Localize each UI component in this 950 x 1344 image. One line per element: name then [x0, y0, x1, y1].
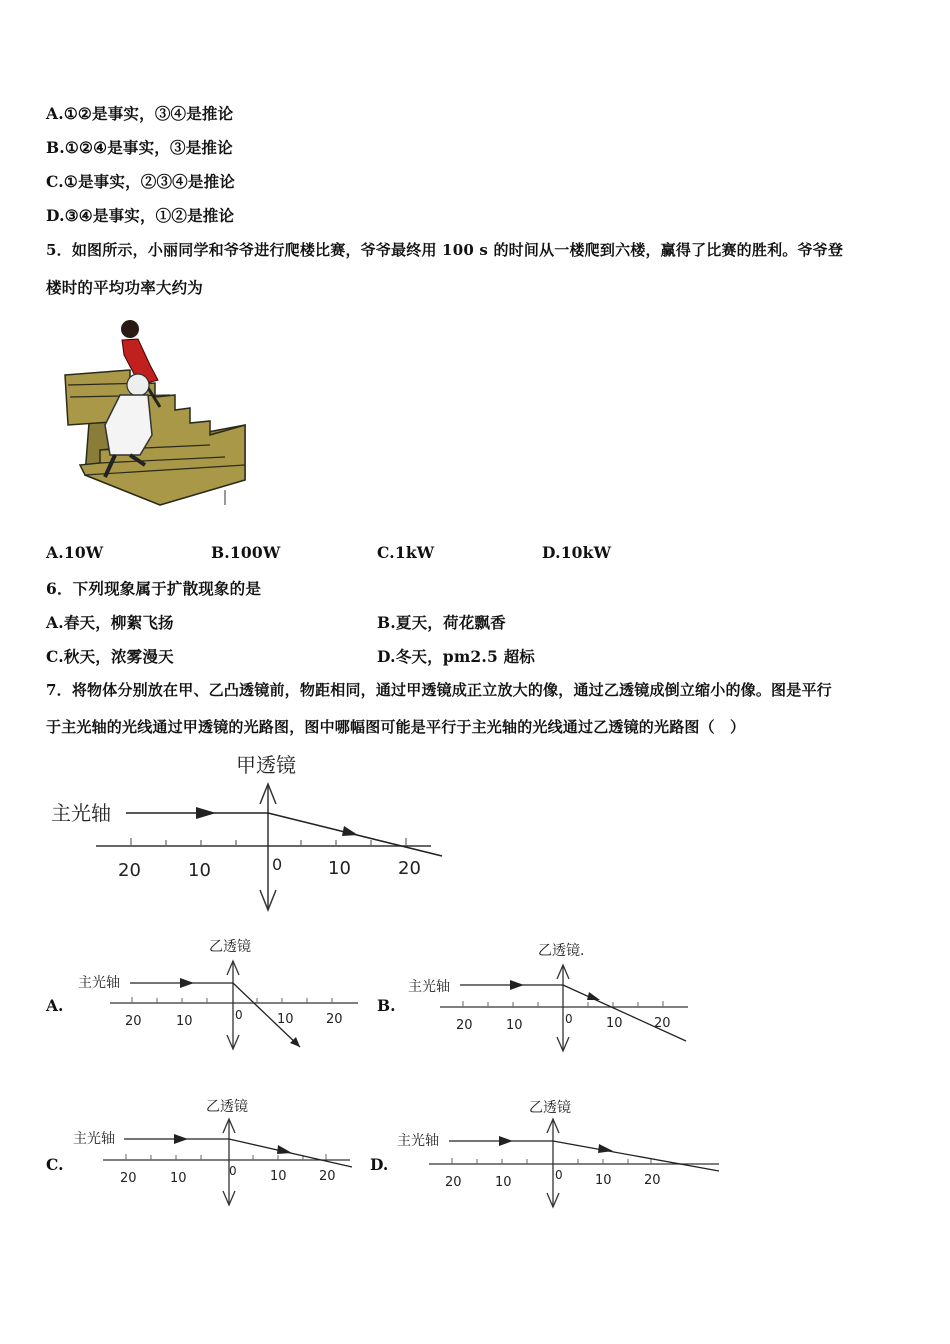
q5-stem-line2: 楼时的平均功率大约为 [46, 278, 204, 297]
axis-label: 主光轴 [73, 1131, 115, 1147]
q7-option-a-label: A. [46, 996, 64, 1015]
lens-label: 乙透镜 [206, 1099, 248, 1115]
q6-option-a [46, 611, 174, 633]
option-label: A. [46, 104, 64, 123]
axis-label: 主光轴 [408, 979, 450, 995]
tick-label: 10 [176, 1014, 193, 1029]
tick-label: 0 [272, 855, 283, 874]
option-text: 10kW [560, 543, 612, 562]
q7-option-b-figure [402, 937, 692, 1055]
tick-label: 0 [555, 1168, 563, 1182]
tick-label: 20 [120, 1171, 137, 1186]
q7-option-d-label: D. [370, 1155, 389, 1174]
q6-stem: 6．下列现象属于扩散现象的是 [46, 579, 262, 598]
option-text: 10W [63, 543, 104, 562]
q5-option-a [46, 543, 103, 562]
tick-label: 0 [565, 1012, 573, 1026]
tick-label: 20 [654, 1016, 671, 1031]
lens-jia-figure [46, 748, 446, 913]
q5-option-d [542, 543, 611, 562]
option-label: D. [542, 543, 561, 562]
tick-label: 20 [644, 1173, 661, 1188]
option-label: D. [377, 647, 396, 666]
axis-label: 主光轴 [397, 1133, 439, 1149]
q5-stem-line1: 5．如图所示，小丽同学和爷爷进行爬楼比赛，爷爷最终用 100 s 的时间从一楼爬到六楼，赢得了比赛的胜利。爷爷登 [46, 241, 844, 259]
tick-label: 20 [326, 1012, 343, 1027]
axis-label: 主光轴 [51, 801, 111, 825]
option-text: ①②④是事实，③是推论 [64, 138, 233, 157]
q7-option-c-figure [68, 1095, 358, 1213]
option-label: B. [377, 613, 396, 632]
option-text: ①是事实，②③④是推论 [63, 172, 235, 191]
q7-option-c-label: C. [46, 1155, 64, 1174]
tick-label: 10 [328, 858, 351, 879]
option-label: D. [46, 206, 65, 225]
q6-option-c [46, 645, 174, 667]
q7-stem-line2: 于主光轴的光线通过甲透镜的光路图，图中哪幅图可能是平行于主光轴的光线通过乙透镜的光路图（ ） [46, 718, 746, 736]
option-label: B. [46, 138, 65, 157]
option-text: 春天，柳絮飞扬 [63, 613, 174, 632]
axis-label: 主光轴 [78, 975, 120, 991]
tick-label: 0 [235, 1008, 243, 1022]
q7-option-b-label: B. [377, 996, 396, 1015]
q4-option-b [46, 136, 233, 158]
q6-option-d [377, 645, 535, 667]
option-label: B. [211, 543, 230, 562]
tick-label: 10 [495, 1175, 512, 1190]
tick-label: 10 [506, 1018, 523, 1033]
tick-label: 10 [170, 1171, 187, 1186]
q5-option-b [211, 543, 280, 562]
tick-label: 10 [270, 1169, 287, 1184]
option-text: 秋天，浓雾漫天 [63, 647, 174, 666]
q7-option-a-figure [72, 935, 362, 1053]
q7-stem-line1: 7．将物体分别放在甲、乙凸透镜前，物距相同，通过甲透镜成正立放大的像，通过乙透镜成倒立缩小的像。图是平行 [46, 681, 832, 699]
tick-label: 20 [319, 1169, 336, 1184]
tick-label: 20 [125, 1014, 142, 1029]
lens-label: 甲透镜 [236, 753, 296, 777]
lens-label: 乙透镜 [209, 939, 251, 955]
tick-label: 10 [595, 1173, 612, 1188]
option-label: A. [46, 543, 64, 562]
option-text: ①②是事实，③④是推论 [63, 104, 234, 123]
tick-label: 0 [229, 1164, 237, 1178]
tick-label: 10 [606, 1016, 623, 1031]
lens-label: 乙透镜. [538, 943, 585, 959]
option-text: ③④是事实，①②是推论 [64, 206, 235, 225]
stair-climbing-illustration [60, 315, 260, 515]
tick-label: 20 [118, 860, 141, 881]
option-text: 100W [229, 543, 281, 562]
tick-label: 10 [188, 860, 211, 881]
q4-option-d [46, 204, 234, 226]
tick-label: 20 [456, 1018, 473, 1033]
tick-label: 20 [398, 858, 421, 879]
q5-option-c [377, 543, 434, 562]
option-label: C. [46, 647, 64, 666]
q7-option-d-figure [393, 1095, 723, 1213]
option-label: A. [46, 613, 64, 632]
q4-option-a [46, 102, 233, 124]
option-text: 冬天，pm2.5 超标 [395, 647, 535, 666]
lens-label: 乙透镜 [529, 1100, 571, 1116]
q4-option-c [46, 170, 235, 192]
q6-option-b [377, 611, 506, 633]
tick-label: 20 [445, 1175, 462, 1190]
option-label: C. [377, 543, 395, 562]
option-text: 1kW [394, 543, 435, 562]
tick-label: 10 [277, 1012, 294, 1027]
option-label: C. [46, 172, 64, 191]
option-text: 夏天，荷花飘香 [395, 613, 506, 632]
